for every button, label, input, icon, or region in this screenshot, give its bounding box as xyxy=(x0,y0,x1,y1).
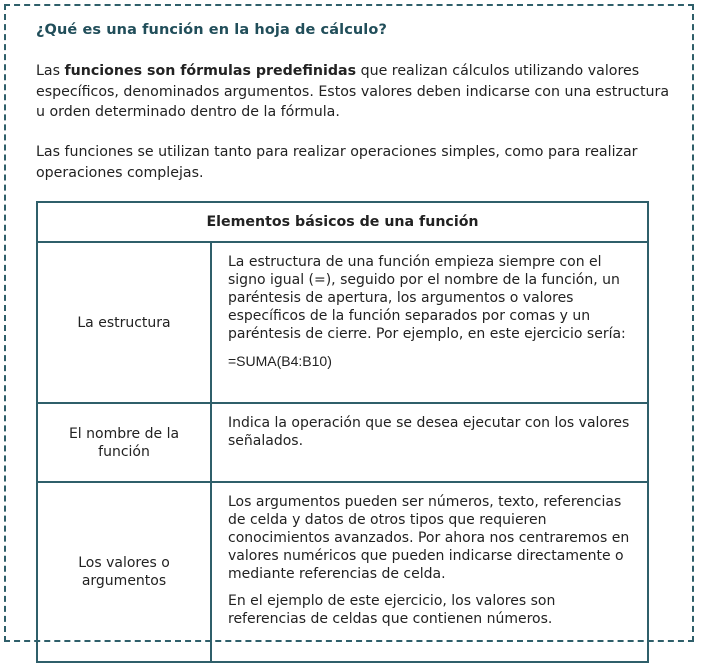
intro-bold-text: funciones son fórmulas predefinidas xyxy=(64,63,357,79)
intro-paragraph xyxy=(36,61,676,123)
row-label-estructura: La estructura xyxy=(37,242,211,403)
table-title: Elementos básicos de una función xyxy=(37,202,648,242)
section-heading: ¿Qué es una función en la hoja de cálculo? xyxy=(36,22,387,38)
row-description-nombre xyxy=(211,403,648,482)
table-row-valores xyxy=(37,482,648,662)
row-description-estructura xyxy=(211,242,648,403)
table-row-nombre xyxy=(37,403,648,482)
intro-rest: que realizan cálculos utilizando valores específicos, denominados argumentos. Estos valores deben indicarse con una estructura u orden determinado dentro de la fórmula. xyxy=(36,63,670,120)
table-row-estructura xyxy=(37,242,648,403)
usage-paragraph: Las funciones se utilizan tanto para realizar operaciones simples, como para realizar operaciones complejas. xyxy=(36,144,638,181)
example-formula: =SUMA(B4:B10) xyxy=(228,353,332,369)
valores-example-text: En el ejemplo de este ejercicio, los valores son referencias de celdas que contienen números. xyxy=(228,593,556,627)
estructura-text: La estructura de una función empieza siempre con el signo igual (=), seguido por el nombre de la función, un paréntesis de apertura, los argumentos o valores específicos de la función separados por comas y un paréntesis de cierre. Por ejemplo, en este ejercicio sería: xyxy=(228,254,626,342)
nombre-text: Indica la operación que se desea ejecutar con los valores señalados. xyxy=(228,415,630,449)
row-description-valores xyxy=(211,482,648,662)
elements-table xyxy=(36,201,649,663)
row-label-nombre: El nombre de la función xyxy=(37,403,211,482)
table-header-row xyxy=(37,202,648,242)
intro-lead: Las xyxy=(36,63,65,79)
row-label-valores: Los valores o argumentos xyxy=(37,482,211,662)
valores-text: Los argumentos pueden ser números, texto, referencias de celda y datos de otros tipos que requieren conocimientos avanzados. Por ahora nos centraremos en valores numéricos que pueden indicarse directamente o mediante referencias de celda. xyxy=(228,494,630,582)
